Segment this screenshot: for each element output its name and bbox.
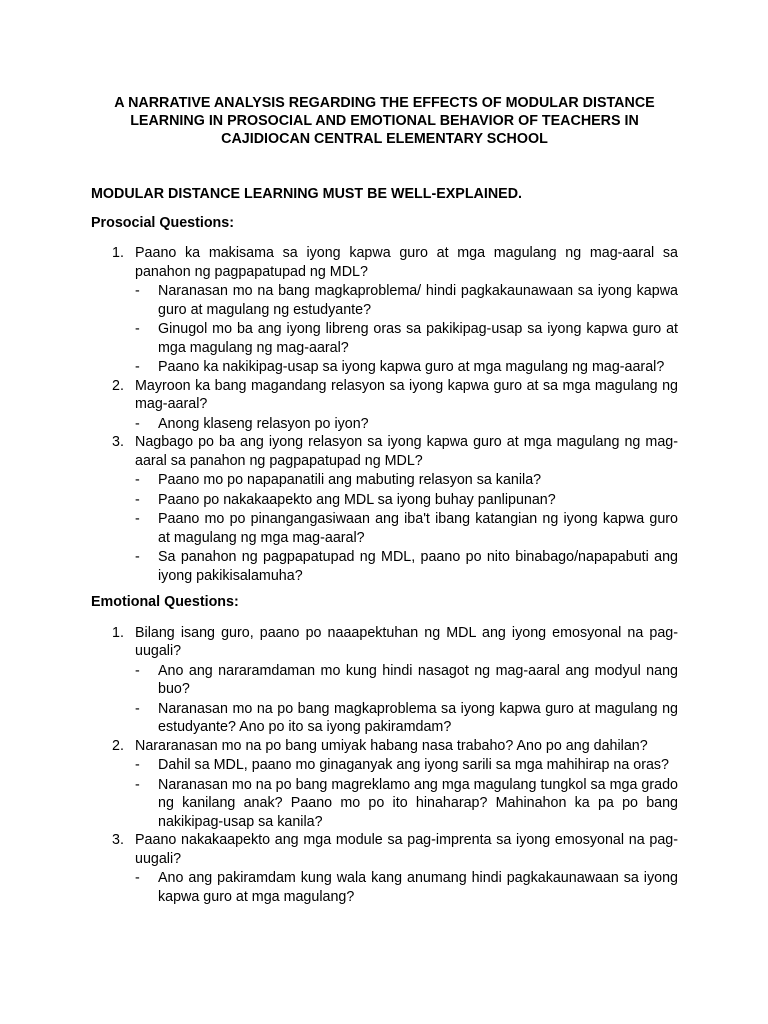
- section-heading: Prosocial Questions:: [91, 214, 235, 231]
- sub-question-item: [135, 415, 678, 434]
- question-item: [91, 433, 678, 585]
- dash-bullet: -: [135, 359, 140, 375]
- question-item: [91, 377, 678, 434]
- sub-question-text: Naranasan mo na bang magkaproblema/ hindi pagkakaunawaan sa iyong kapwa guro at magulang ng estudyante?: [158, 283, 678, 318]
- sub-question-text: Anong klaseng relasyon po iyon?: [158, 415, 369, 432]
- sub-question-item: [135, 548, 678, 585]
- sub-question-text: Paano mo po pinangangasiwaan ang iba't ibang katangian ng iyong kapwa guro at magulang ng mga mag-aaral?: [158, 511, 678, 546]
- dash-bullet: -: [135, 415, 140, 432]
- section-emotional: [91, 593, 678, 906]
- question-text: Paano ka makisama sa iyong kapwa guro at mga magulang ng mag-aaral sa panahon ng pagpapatupad ng MDL?: [135, 245, 678, 280]
- main-heading: MODULAR DISTANCE LEARNING MUST BE WELL-EXPLAINED.: [91, 186, 523, 202]
- sub-question-list: [135, 282, 678, 377]
- question-item: [91, 624, 678, 737]
- sub-question-item: [135, 756, 678, 775]
- question-item: [91, 831, 678, 906]
- question-number: 2.: [112, 737, 124, 754]
- document-title: [91, 94, 678, 148]
- title-line: CAJIDIOCAN CENTRAL ELEMENTARY SCHOOL: [221, 131, 548, 147]
- sub-question-text: Naranasan mo na po bang magkaproblema sa iyong kapwa guro at magulang ng estudyante? Ano po ito sa iyong pakiramdam?: [158, 700, 678, 735]
- question-text: Nararanasan mo na po bang umiyak habang nasa trabaho? Ano po ang dahilan?: [135, 737, 648, 754]
- sub-question-item: [135, 491, 678, 510]
- section-gap: [91, 585, 678, 593]
- dash-bullet: -: [135, 757, 140, 773]
- sub-question-list: [135, 415, 678, 434]
- question-text: Mayroon ka bang magandang relasyon sa iyong kapwa guro at sa mga magulang ng mag-aaral?: [135, 377, 678, 412]
- sub-question-item: [135, 358, 678, 377]
- question-text: Bilang isang guro, paano po naaapektuhan ng MDL ang iyong emosyonal na pag-uugali?: [135, 624, 678, 659]
- sub-question-list: [135, 756, 678, 831]
- sub-question-item: [135, 869, 678, 906]
- dash-bullet: -: [135, 549, 140, 565]
- title-line: A NARRATIVE ANALYSIS REGARDING THE EFFECTS OF MODULAR DISTANCE: [114, 95, 655, 111]
- dash-bullet: -: [135, 700, 140, 717]
- dash-bullet: -: [135, 662, 140, 679]
- sections-container: [91, 214, 678, 907]
- sub-question-text: Paano ka nakikipag-usap sa iyong kapwa guro at mga magulang ng mag-aaral?: [158, 359, 665, 375]
- sub-question-item: [135, 700, 678, 737]
- title-line: LEARNING IN PROSOCIAL AND EMOTIONAL BEHAVIOR OF TEACHERS IN: [130, 113, 639, 129]
- sub-question-item: [135, 776, 678, 832]
- section-prosocial: [91, 214, 678, 586]
- question-number: 1.: [112, 245, 124, 261]
- question-number: 3.: [112, 832, 124, 848]
- sub-question-item: [135, 282, 678, 319]
- question-number: 3.: [112, 434, 124, 450]
- dash-bullet: -: [135, 870, 140, 886]
- dash-bullet: -: [135, 321, 140, 337]
- dash-bullet: -: [135, 776, 140, 793]
- dash-bullet: -: [135, 472, 140, 488]
- dash-bullet: -: [135, 491, 140, 508]
- question-list: [91, 244, 678, 585]
- sub-question-text: Ginugol mo ba ang iyong libreng oras sa pakikipag-usap sa iyong kapwa guro at mga magulang ng mag-aaral?: [158, 321, 678, 356]
- question-item: [91, 737, 678, 832]
- dash-bullet: -: [135, 283, 140, 299]
- sub-question-list: [135, 662, 678, 737]
- sub-question-text: Paano mo po napapanatili ang mabuting relasyon sa kanila?: [158, 472, 542, 488]
- section-heading: Emotional Questions:: [91, 594, 239, 610]
- sub-question-text: Paano po nakakaapekto ang MDL sa iyong buhay panlipunan?: [158, 491, 556, 508]
- question-item: [91, 244, 678, 377]
- sub-question-text: Naranasan mo na po bang magreklamo ang mga magulang tungkol sa mga grado ng kanilang anak? Paano mo po ito hinaharap? Mahinahon ka pa po bang nakikipag-usap sa kanila?: [158, 776, 678, 830]
- sub-question-list: [135, 869, 678, 906]
- sub-question-list: [135, 471, 678, 585]
- sub-question-text: Sa panahon ng pagpapatupad ng MDL, paano po nito binabago/napapabuti ang iyong pakikisalamuha?: [158, 549, 678, 584]
- sub-question-item: [135, 662, 678, 699]
- sub-question-item: [135, 471, 678, 490]
- sub-question-text: Ano ang pakiramdam kung wala kang anumang hindi pagkakaunawaan sa iyong kapwa guro at mga magulang?: [158, 870, 678, 905]
- sub-question-text: Dahil sa MDL, paano mo ginaganyak ang iyong sarili sa mga mahihirap na oras?: [158, 757, 670, 773]
- question-text: Nagbago po ba ang iyong relasyon sa iyong kapwa guro at mga magulang ng mag-aaral sa panahon ng pagpapatupad ng MDL?: [135, 434, 678, 469]
- question-list: [91, 624, 678, 907]
- sub-question-item: [135, 320, 678, 357]
- dash-bullet: -: [135, 511, 140, 527]
- sub-question-text: Ano ang nararamdaman mo kung hindi nasagot ng mag-aaral ang modyul nang buo?: [158, 662, 678, 697]
- question-number: 2.: [112, 377, 124, 394]
- question-text: Paano nakakaapekto ang mga module sa pag-imprenta sa iyong emosyonal na pag-uugali?: [135, 832, 678, 867]
- sub-question-item: [135, 510, 678, 547]
- question-number: 1.: [112, 624, 124, 641]
